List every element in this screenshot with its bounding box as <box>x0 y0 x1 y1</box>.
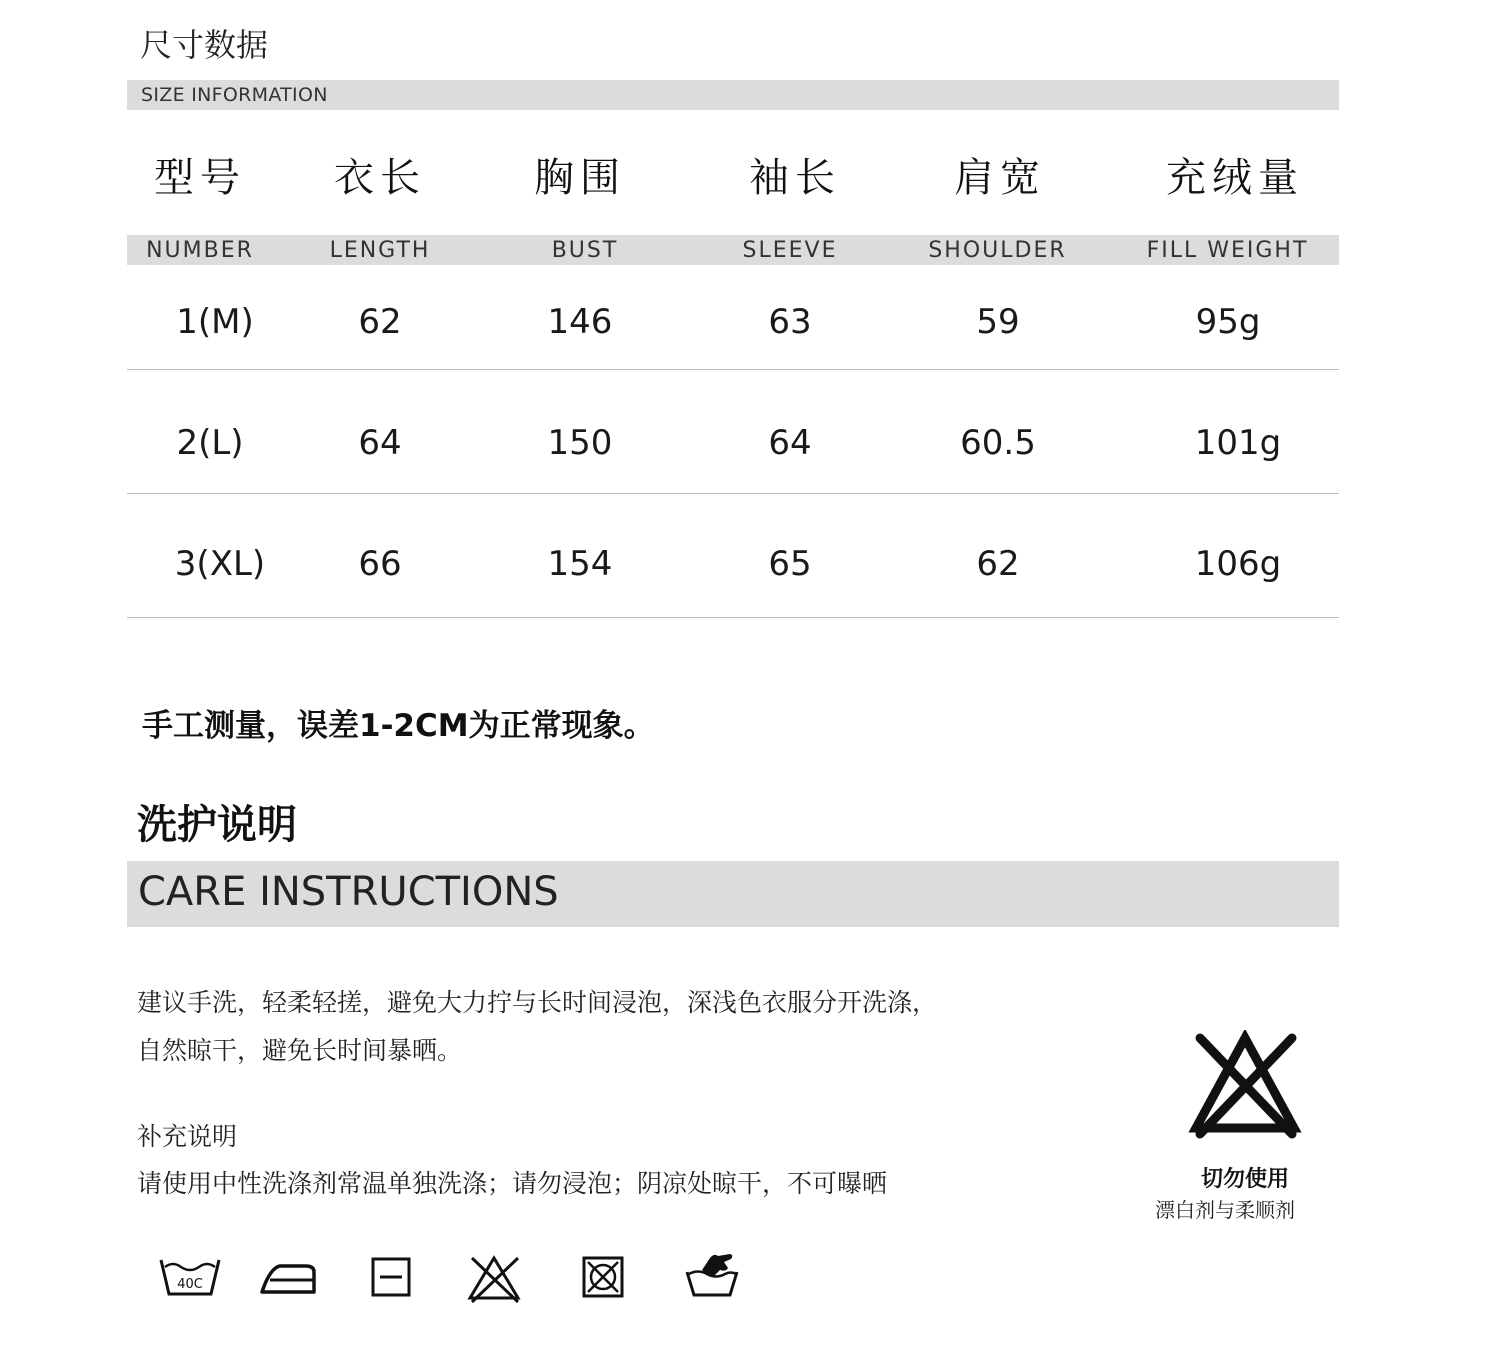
cell-shoulder: 62 <box>976 544 1020 584</box>
header-cn-sleeve: 袖长 <box>749 155 841 201</box>
care-text-line-2: 自然晾干，避免长时间暴晒。 <box>137 1036 463 1065</box>
cell-sleeve: 63 <box>768 302 812 342</box>
warning-label: 切勿使用 <box>1200 1167 1289 1192</box>
cell-bust: 146 <box>547 302 613 342</box>
hand-wash-icon <box>684 1250 740 1300</box>
size-subtitle: SIZE INFORMATION <box>141 84 328 106</box>
no-tumble-dry-icon <box>582 1256 626 1300</box>
header-cn-shoulder: 肩宽 <box>954 155 1046 201</box>
dry-flat-icon <box>371 1257 413 1299</box>
wash-40c-icon <box>158 1256 222 1300</box>
header-en-sleeve: SLEEVE <box>742 238 838 263</box>
header-en-bar <box>127 235 1339 265</box>
cell-fill-weight: 106g <box>1194 544 1282 584</box>
row-divider <box>127 617 1339 618</box>
cell-number: 2(L) <box>176 423 244 463</box>
cell-sleeve: 65 <box>768 544 812 584</box>
header-en-length: LENGTH <box>329 238 431 263</box>
header-cn-bust: 胸围 <box>534 155 626 201</box>
care-text-line-1: 建议手洗，轻柔轻搓，避免大力拧与长时间浸泡，深浅色衣服分开洗涤， <box>137 988 938 1017</box>
header-en-shoulder: SHOULDER <box>928 238 1067 263</box>
header-cn-number: 型号 <box>154 155 246 201</box>
cell-number: 1(M) <box>176 302 254 342</box>
row-divider <box>127 369 1339 370</box>
care-title: 洗护说明 <box>137 802 297 848</box>
cell-shoulder: 60.5 <box>960 423 1036 463</box>
size-subtitle-bar <box>127 80 1339 110</box>
care-subtitle: CARE INSTRUCTIONS <box>138 869 559 915</box>
cell-fill-weight: 95g <box>1195 302 1261 342</box>
header-cn-fill-weight: 充绒量 <box>1166 155 1304 201</box>
header-en-fill-weight: FILL WEIGHT <box>1146 238 1309 263</box>
wash-temp-label: 40C <box>177 1277 203 1292</box>
cell-bust: 150 <box>547 423 613 463</box>
iron-icon <box>258 1258 320 1298</box>
cell-length: 66 <box>358 544 402 584</box>
size-title: 尺寸数据 <box>140 26 269 64</box>
header-en-bust: BUST <box>551 238 619 263</box>
warning-sub: 漂白剂与柔顺剂 <box>1155 1198 1295 1222</box>
supplement-text: 请使用中性洗涤剂常温单独洗涤；请勿浸泡；阴凉处晾干，不可曝晒 <box>137 1169 888 1198</box>
no-bleach-large-icon <box>1188 1030 1303 1140</box>
cell-length: 62 <box>358 302 402 342</box>
care-subtitle-bar <box>127 861 1339 927</box>
header-cn-length: 衣长 <box>334 155 426 201</box>
measurement-note: 手工测量，误差1-2CM为正常现象。 <box>142 708 655 744</box>
no-bleach-icon <box>466 1254 522 1304</box>
cell-sleeve: 64 <box>768 423 812 463</box>
cell-bust: 154 <box>547 544 613 584</box>
cell-length: 64 <box>358 423 402 463</box>
cell-shoulder: 59 <box>976 302 1020 342</box>
cell-number: 3(XL) <box>174 544 266 584</box>
row-divider <box>127 493 1339 494</box>
supplement-title: 补充说明 <box>137 1122 238 1151</box>
header-en-number: NUMBER <box>146 238 254 263</box>
cell-fill-weight: 101g <box>1194 423 1282 463</box>
